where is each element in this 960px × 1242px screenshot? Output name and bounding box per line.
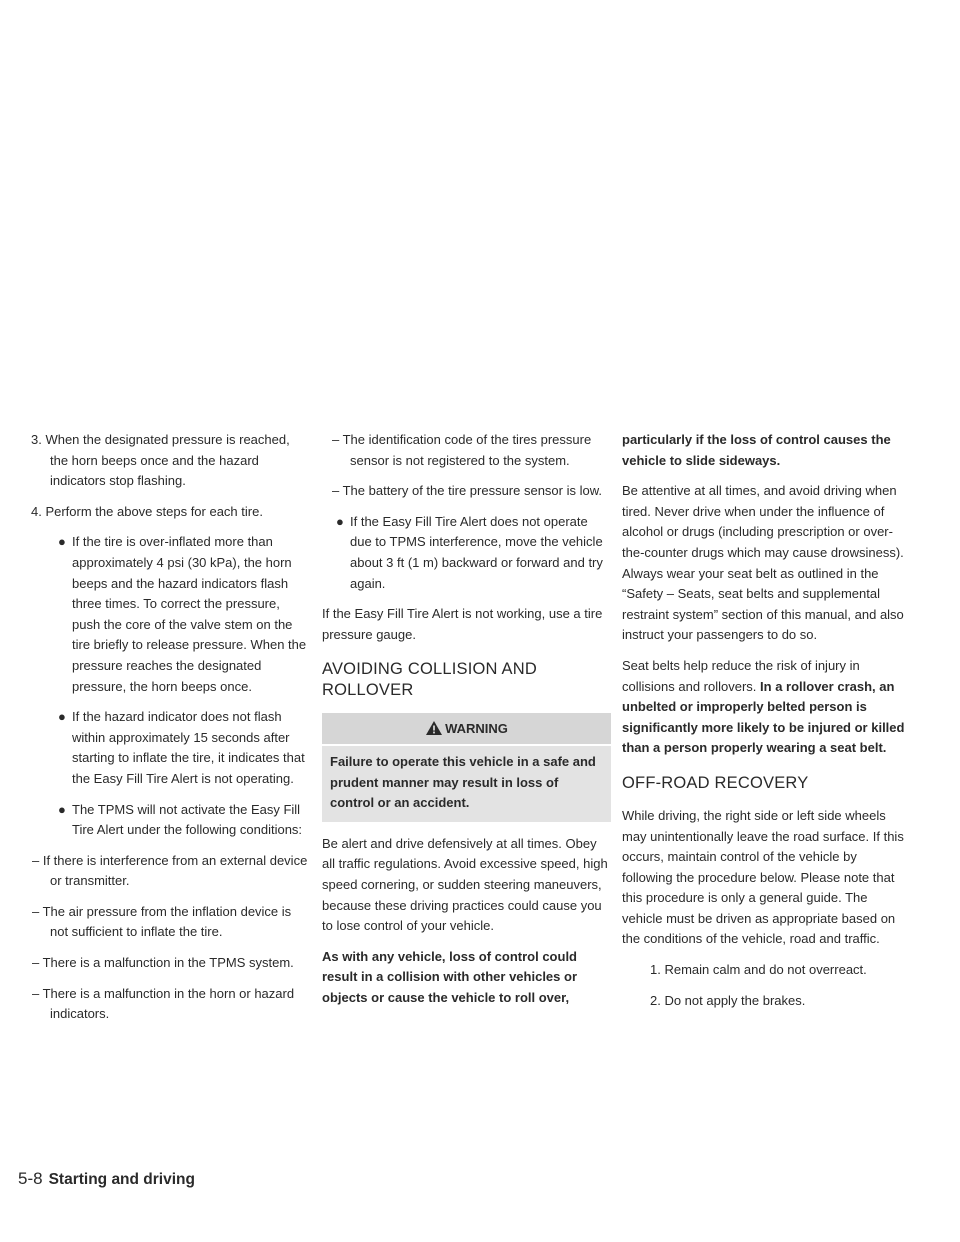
warning-text: Failure to operate this vehicle in a safe and prudent manner may result in loss of control or an accident. [322, 746, 611, 822]
step-1: 1. Remain calm and do not overreact. [650, 962, 867, 978]
dash-air-pressure: – The air pressure from the inflation device is not sufficient to inflate the tire. [32, 903, 292, 940]
step-2: 2. Do not apply the brakes. [650, 992, 806, 1008]
bullet-icon: ● [58, 534, 66, 550]
para-attentive: Be attentive at all times, and avoid driving when tired. Never drive when under the influence of alcohol or drugs (including prescription or over-the-counter drugs which may cause drowsiness). Always wear your seat belt as outlined in the “Safety – Seats, seat belts and supplemental restraint system” section of this manual, and also instruct your passengers to do so. [622, 483, 904, 643]
para-alert: Be alert and drive defensively at all times. Obey all traffic regulations. Avoid excessive speed, high speed cornering, or sudden steering maneuvers, because these driving practices could cause you to lose control of your vehicle. [322, 835, 608, 934]
para-loss-of-control: As with any vehicle, loss of control could result in a collision with other vehicles or objects or cause the vehicle to roll over, [322, 948, 578, 1005]
heading-off-road-recovery: OFF-ROAD RECOVERY [622, 773, 809, 792]
para-off-road: While driving, the right side or left side wheels may unintentionally leave the road surface. If this occurs, maintain control of the vehicle by following the procedure below. Please note that this procedure is only a general guide. The vehicle must be driven as appropriate based on the conditions of the vehicle, road and traffic. [622, 807, 904, 947]
dash-interference: – If there is interference from an external device or transmitter. [32, 852, 308, 889]
dash-battery: – The battery of the tire pressure sensor is low. [332, 483, 603, 499]
step-3: 3. When the designated pressure is reached, the horn beeps once and the hazard indicators stop flashing. [31, 432, 290, 489]
para-seatbelts [622, 656, 911, 759]
bullet-text: If the hazard indicator does not flash within approximately 15 seconds after starting to inflate the tire, it indicates that the Easy Fill Tire Alert is not operating. [72, 709, 305, 786]
bullet-over-inflated [22, 532, 311, 697]
warning-triangle-icon [425, 720, 443, 736]
column-right [622, 430, 911, 1021]
seatbelts-text: Seat belts help reduce the risk of injury in collisions and rollovers. [622, 657, 860, 694]
seatbelts-warning-text: In a rollover crash, an unbelted or improperly belted person is significantly more likely to be injured or killed than a person properly wearing a seat belt. [622, 678, 905, 756]
dash-malfunction-tpms: – There is a malfunction in the TPMS system. [32, 955, 294, 971]
warning-box [322, 713, 611, 821]
dash-id-code: – The identification code of the tires pressure sensor is not registered to the system. [332, 432, 592, 468]
section-title: Starting and driving [48, 1171, 195, 1188]
bullet-text: If the tire is over-inflated more than approximately 4 psi (30 kPa), the horn beeps and the hazard indicators flash three times. To correct the pressure, push the core of the valve stem on the tire briefly to release pressure. When the pressure reaches the designated pressure, the horn beeps once. [72, 534, 307, 694]
bullet-icon: ● [58, 709, 66, 725]
gauge-note: If the Easy Fill Tire Alert is not working, use a tire pressure gauge. [322, 606, 603, 642]
warning-label: WARNING [445, 721, 508, 737]
warning-header [322, 713, 611, 746]
column-left [22, 430, 311, 1035]
bullet-hazard [22, 707, 311, 789]
page-footer [18, 1169, 195, 1191]
para-slide-sideways: particularly if the loss of control causes the vehicle to slide sideways. [622, 432, 891, 468]
bullet-interference [322, 512, 611, 594]
column-middle [322, 430, 611, 1018]
page-number: 5-8 [18, 1169, 43, 1188]
heading-avoiding-collision: AVOIDING COLLISION AND ROLLOVER [322, 660, 537, 700]
bullet-tpms [22, 800, 311, 841]
bullet-icon: ● [336, 513, 344, 529]
bullet-text: The TPMS will not activate the Easy Fill Tire Alert under the following conditions: [72, 801, 303, 838]
bullet-icon: ● [58, 801, 66, 817]
dash-malfunction-horn: – There is a malfunction in the horn or hazard indicators. [32, 985, 295, 1022]
bullet-text: If the Easy Fill Tire Alert does not operate due to TPMS interference, move the vehicle about 3 ft (1 m) backward or forward and try again. [350, 513, 603, 591]
step-4: 4. Perform the above steps for each tire. [31, 503, 263, 519]
